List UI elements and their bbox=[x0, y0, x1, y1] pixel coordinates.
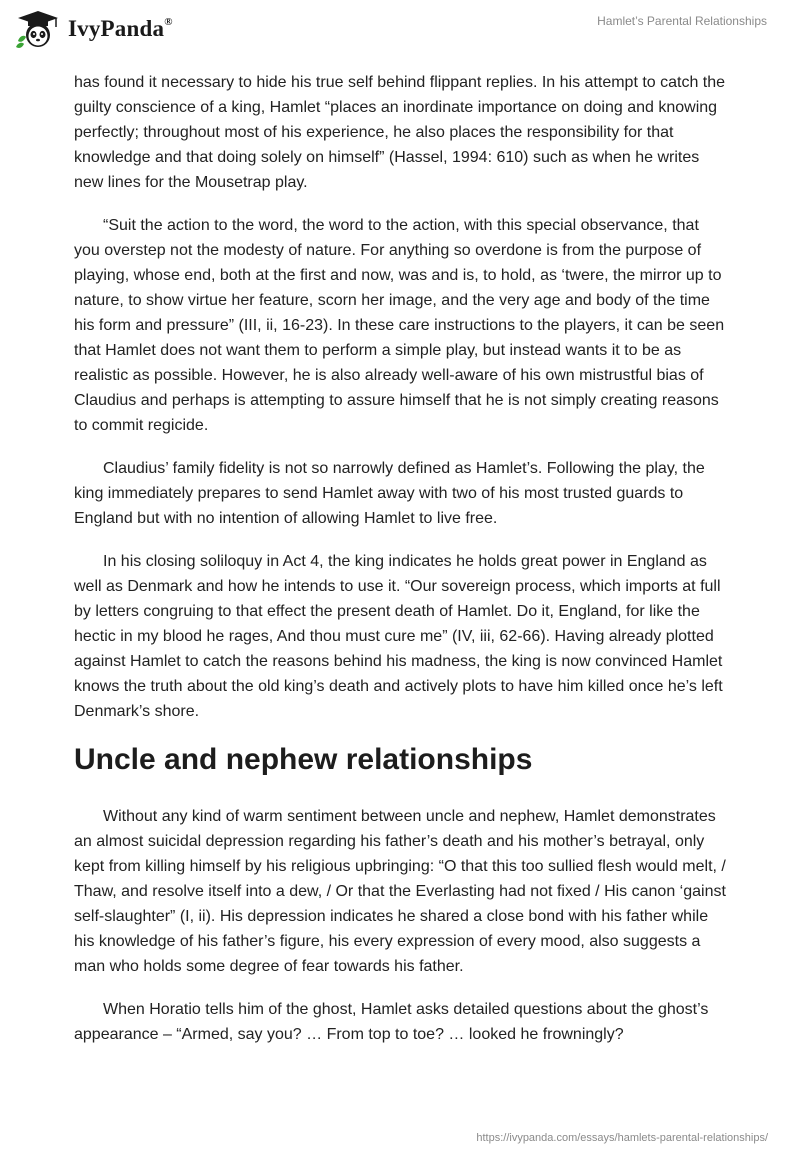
section-heading: Uncle and nephew relationships bbox=[74, 743, 533, 776]
source-url[interactable]: https://ivypanda.com/essays/hamlets-parental-relationships/ bbox=[476, 1132, 768, 1144]
ivypanda-logo[interactable] bbox=[14, 9, 173, 49]
paragraph-5: Without any kind of warm sentiment between uncle and nephew, Hamlet demonstrates an almost suicidal depression regarding his father’s death and his mother’s betrayal, only kept from killing himself by his religious upbringing: “O that this too sullied flesh would melt, / Thaw, and resolve itself into a dew, / Or that the Everlasting had not fixed / His canon ‘gainst self-slaughter” (I, ii). His depression indicates he shared a close bond with his father while his knowledge of his father’s figure, his every expression of every mood, also suggests a man who holds some degree of fear towards his father. bbox=[74, 808, 726, 975]
paragraph-1: has found it necessary to hide his true self behind flippant replies. In his attempt to catch the guilty conscience of a king, Hamlet “places an inordinate importance on doing and knowing perfectly; throughout most of his experience, he also places the responsibility for that knowledge and that doing solely on himself” (Hassel, 1994: 610) such as when he writes new lines for the Mousetrap play. bbox=[74, 74, 726, 191]
paragraph-2: “Suit the action to the word, the word to the action, with this special observance, that you overstep not the modesty of nature. For anything so overdone is from the purpose of playing, whose end, both at the first and now, was and is, to hold, as ‘twere, the mirror up to nature, to show virtue her feature, scorn her image, and the very age and body of the time his form and pressure” (III, ii, 16-23). In these care instructions to the players, it can be seen that Hamlet does not want them to perform a simple play, but instead wants it to be as realistic as possible. However, he is also already well-aware of his own mistrustful bias of Claudius and perhaps is attempting to assure himself that he is not simply creating reasons to commit regicide. bbox=[74, 217, 725, 434]
document-title: Hamlet’s Parental Relationships bbox=[597, 14, 767, 28]
paragraph-3: Claudius’ family fidelity is not so narrowly defined as Hamlet’s. Following the play, the king immediately prepares to send Hamlet away with two of his most trusted guards to England but with no intention of allowing Hamlet to live free. bbox=[74, 460, 705, 527]
panda-graduation-cap-icon bbox=[14, 9, 62, 49]
essay-body bbox=[74, 70, 726, 1065]
registered-mark: ® bbox=[164, 16, 173, 29]
logo-text: IvyPanda® bbox=[68, 16, 173, 41]
paragraph-6: When Horatio tells him of the ghost, Hamlet asks detailed questions about the ghost’s appearance – “Armed, say you? … From top to toe? … looked he frowningly? bbox=[74, 1001, 709, 1043]
page-header bbox=[0, 0, 800, 70]
paragraph-4: In his closing soliloquy in Act 4, the king indicates he holds great power in England as well as Denmark and how he intends to use it. “Our sovereign process, which imports at full by letters congruing to that effect the present death of Hamlet. Do it, England, for like the hectic in my blood he rages, And thou must cure me” (IV, iii, 62-66). Having already plotted against Hamlet to catch the reasons behind his madness, the king is now convinced Hamlet knows the truth about the old king’s death and actively plots to have him killed once he’s left Denmark’s shore. bbox=[74, 553, 723, 720]
